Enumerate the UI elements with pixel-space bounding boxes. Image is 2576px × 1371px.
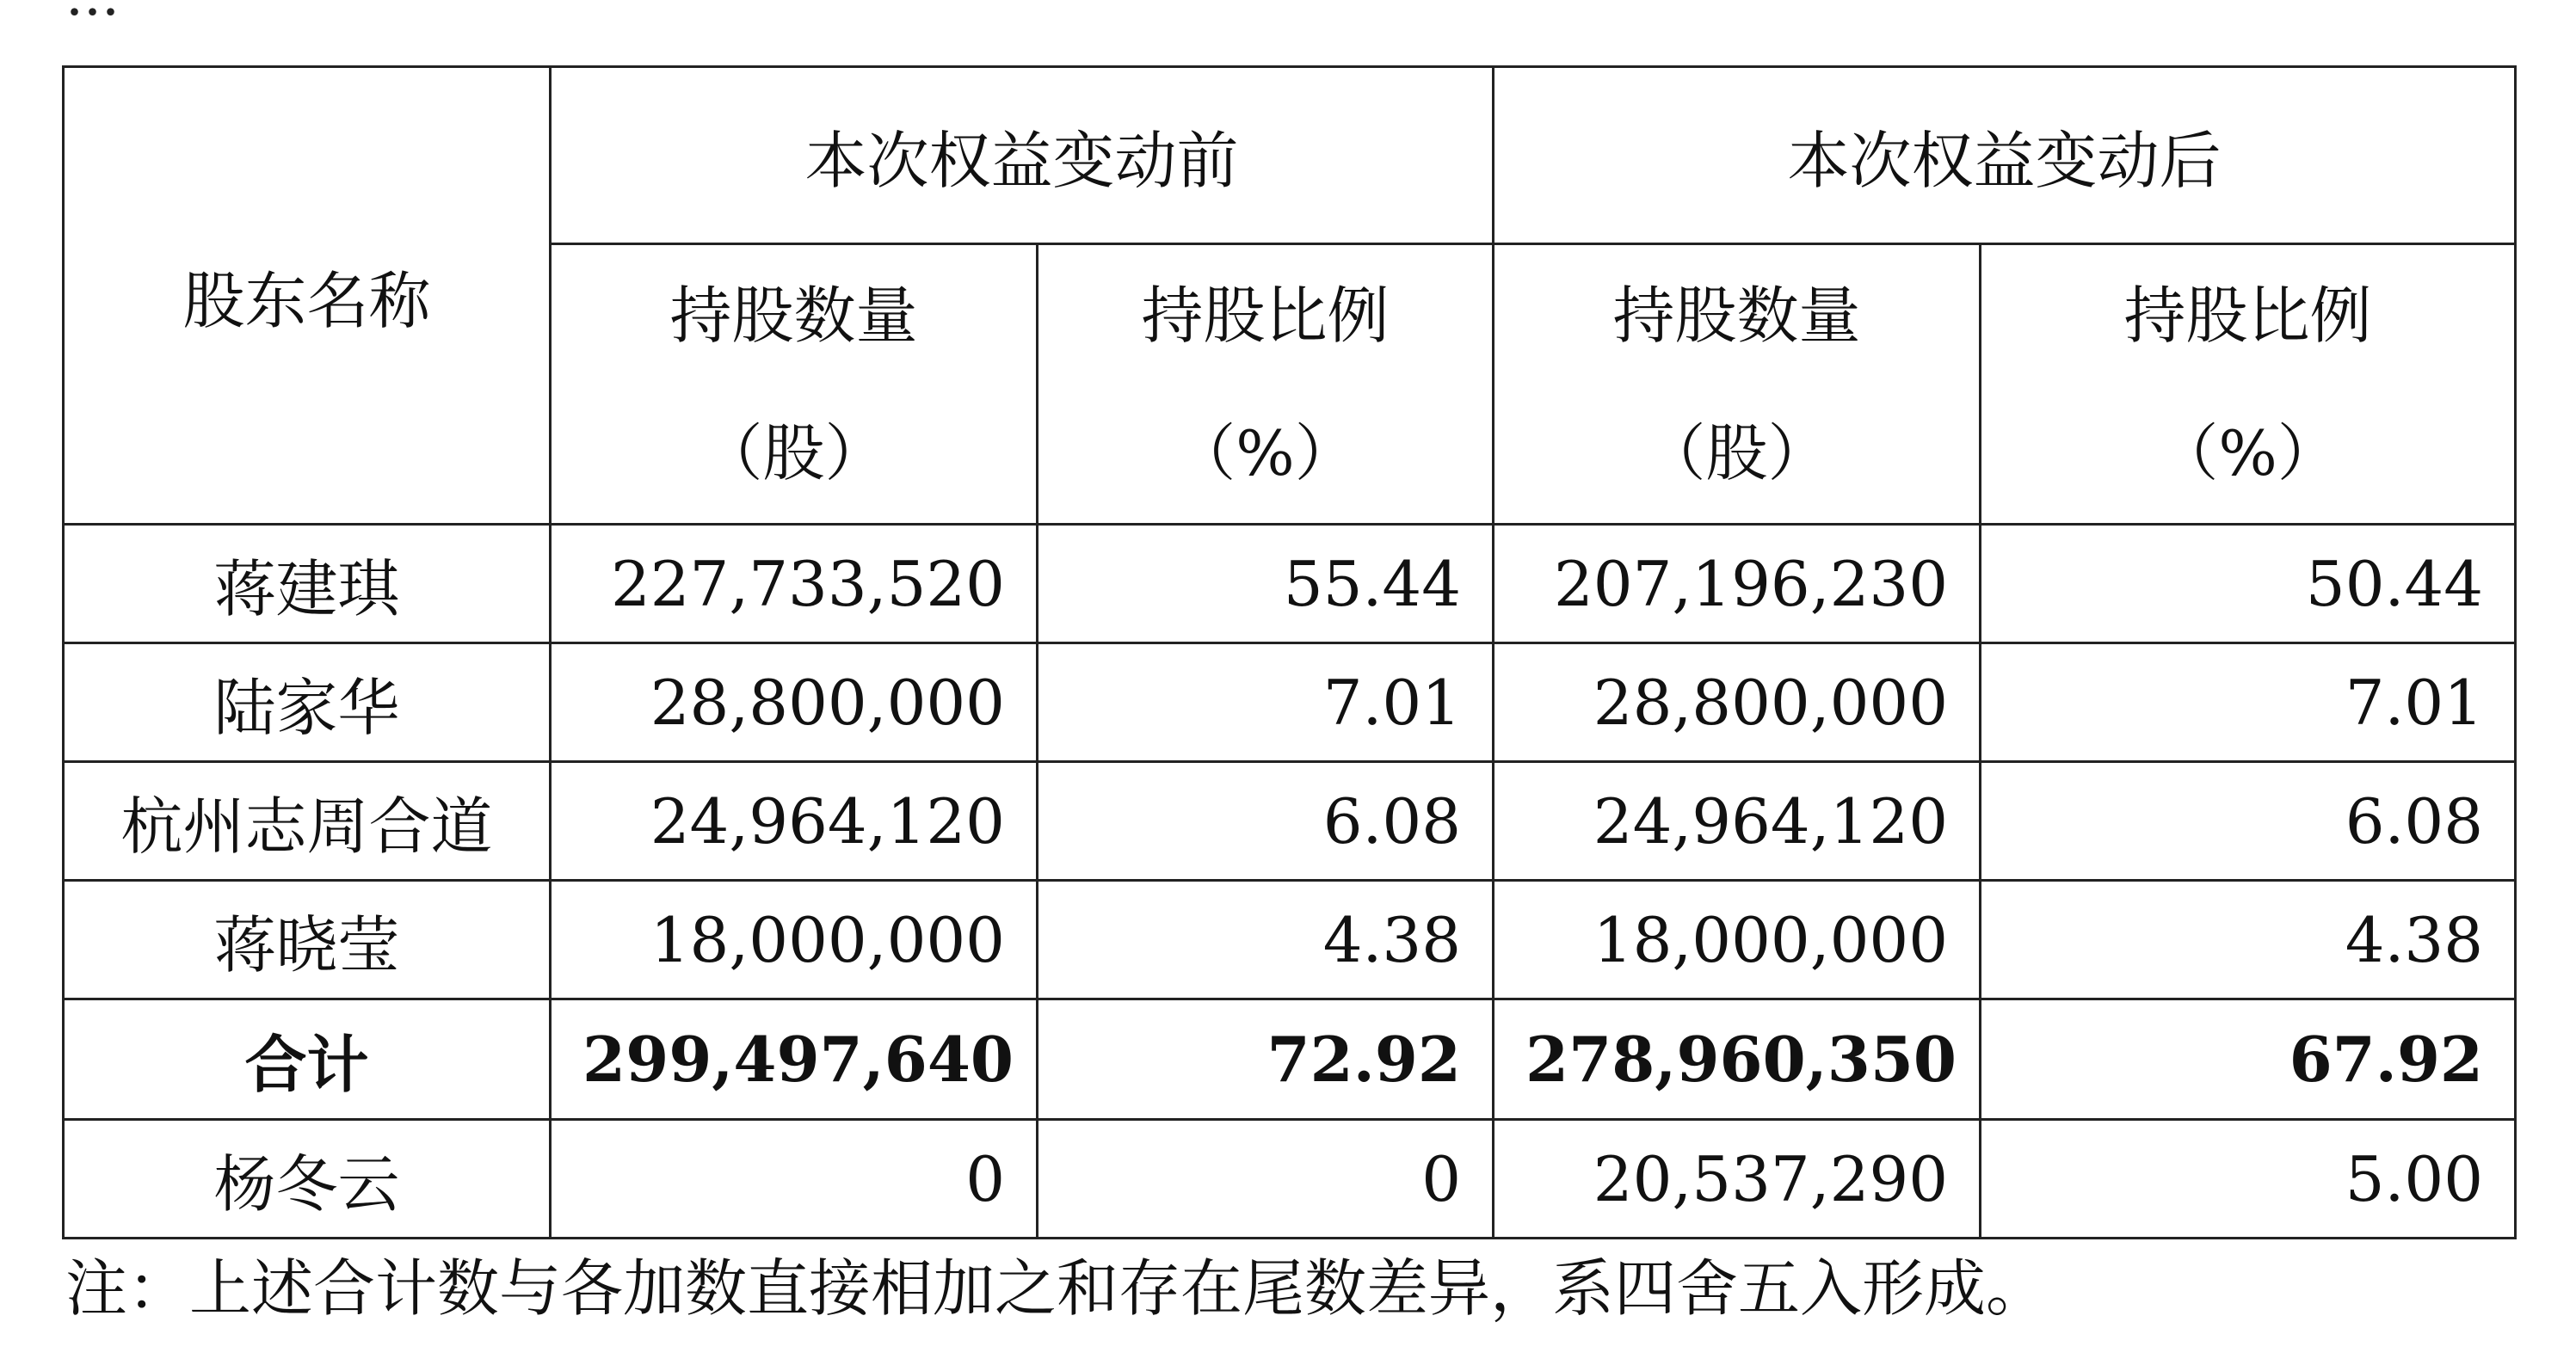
shares-header-label: 持股数量 [669, 279, 918, 352]
shareholder-name: 陆家华 [64, 643, 551, 762]
before-ratio-cell: 6.08 [1038, 762, 1494, 881]
ratio-unit-label: （%） [2156, 416, 2339, 489]
before-change-header: 本次权益变动前 [551, 67, 1494, 244]
shareholder-name: 蒋建琪 [64, 525, 551, 643]
table-row [64, 881, 2516, 999]
after-shares-header [1494, 244, 1981, 525]
top-text-line [65, 0, 120, 24]
shareholding-table [62, 65, 2517, 1239]
shareholder-name: 杨冬云 [64, 1120, 551, 1239]
before-shares-header [551, 244, 1038, 525]
before-ratio-cell: 0 [1038, 1120, 1494, 1239]
total-label: 合计 [64, 999, 551, 1120]
after-ratio-cell: 50.44 [1981, 525, 2516, 643]
shares-header-label: 持股数量 [1612, 279, 1861, 352]
before-ratio-header [1038, 244, 1494, 525]
table-row [64, 643, 2516, 762]
shareholder-name-header: 股东名称 [64, 67, 551, 525]
shareholder-name: 蒋晓莹 [64, 881, 551, 999]
after-shares-cell: 18,000,000 [1494, 881, 1981, 999]
after-ratio-cell: 7.01 [1981, 643, 2516, 762]
shares-unit-label: （股） [700, 416, 887, 489]
after-shares-cell: 28,800,000 [1494, 643, 1981, 762]
before-shares-cell: 18,000,000 [551, 881, 1038, 999]
before-shares-cell: 24,964,120 [551, 762, 1038, 881]
ratio-header-label: 持股比例 [1141, 279, 1390, 352]
after-ratio-cell: 4.38 [1981, 881, 2516, 999]
before-shares-cell: 28,800,000 [551, 643, 1038, 762]
total-after-shares: 278,960,350 [1494, 999, 1981, 1120]
total-after-ratio: 67.92 [1981, 999, 2516, 1120]
after-change-header: 本次权益变动后 [1494, 67, 2516, 244]
table-row [64, 1120, 2516, 1239]
total-before-ratio: 72.92 [1038, 999, 1494, 1120]
before-ratio-cell: 4.38 [1038, 881, 1494, 999]
ratio-unit-label: （%） [1174, 416, 1357, 489]
before-shares-cell: 227,733,520 [551, 525, 1038, 643]
before-shares-cell: 0 [551, 1120, 1038, 1239]
table-row [64, 525, 2516, 643]
table-row [64, 762, 2516, 881]
after-ratio-header [1981, 244, 2516, 525]
ratio-header-label: 持股比例 [2123, 279, 2372, 352]
after-shares-cell: 24,964,120 [1494, 762, 1981, 881]
after-ratio-cell: 6.08 [1981, 762, 2516, 881]
total-row [64, 999, 2516, 1120]
before-ratio-cell: 55.44 [1038, 525, 1494, 643]
table-header-group-row [64, 67, 2516, 244]
shareholder-name: 杭州志周合道 [64, 762, 551, 881]
shares-unit-label: （股） [1643, 416, 1830, 489]
after-shares-cell: 207,196,230 [1494, 525, 1981, 643]
table-note: 注：上述合计数与各加数直接相加之和存在尾数差异，系四舍五入形成。 [65, 1252, 2049, 1325]
before-ratio-cell: 7.01 [1038, 643, 1494, 762]
after-ratio-cell: 5.00 [1981, 1120, 2516, 1239]
after-shares-cell: 20,537,290 [1494, 1120, 1981, 1239]
total-before-shares: 299,497,640 [551, 999, 1038, 1120]
